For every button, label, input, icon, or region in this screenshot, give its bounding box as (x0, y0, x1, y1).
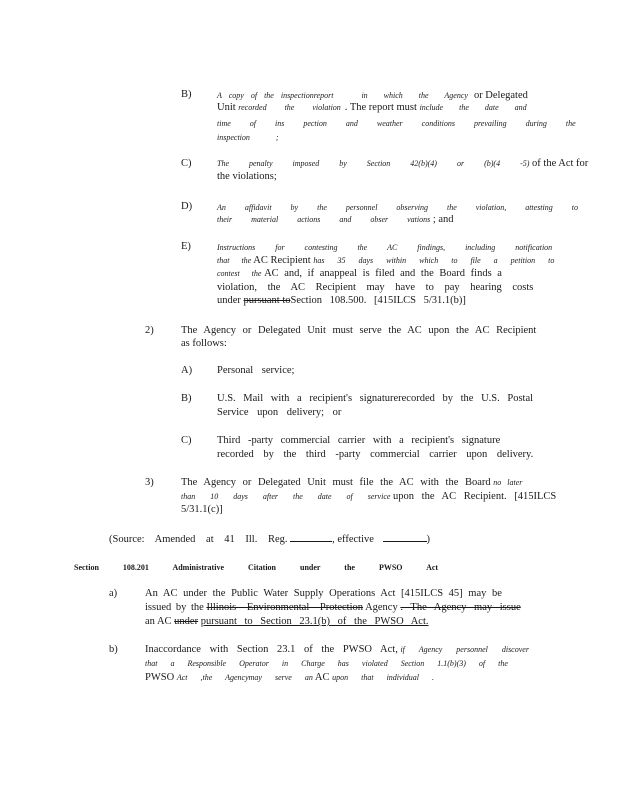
item-e-line-5: under pursuant toSection 108.500. [415ILCS 5/31.1(b)] (217, 295, 466, 306)
item-2b-label: B) (181, 393, 192, 404)
item-d-line-1: An affidavit by the personnel observing the violation, attesting to (217, 203, 578, 212)
item-sb-label: b) (109, 644, 118, 655)
struck-under: under (174, 616, 199, 627)
item-b-line-2: Unit recorded the violation . The report must include the date and (217, 102, 527, 113)
item-2-line-2: as follows: (181, 338, 227, 349)
section-heading: Section 108.201 Administrative Citation under the PWSO Act (74, 563, 439, 572)
source-note: (Source: Amended at 41 Ill. Reg. , effective ) (109, 531, 430, 546)
item-c-line-1: The penalty imposed by Section 42(b)(4) or (b)(4 -5) of the Act for (217, 158, 589, 169)
item-d-label: D) (181, 201, 193, 212)
struck-illinois-epa: Illinois Environmental Protection (206, 602, 364, 613)
inserted-pursuant: pursuant to Section 23.1(b) of the PWSO Act. (200, 616, 429, 627)
item-2c-label: C) (181, 435, 192, 446)
item-sa-line-3: an AC under pursuant to Section 23.1(b) of the PWSO Act. (145, 616, 429, 627)
item-2b-line-1: U.S. Mail with a recipient's signaturerecorded by the U.S. Postal (217, 393, 534, 404)
item-b-line-3: time of ins pection and weather conditions prevailing during the (217, 119, 576, 128)
item-3-line-2: than 10 days after the date of service upon the AC Recipient. [415ILCS (181, 491, 557, 502)
item-2c-line-2: recorded by the third -party commercial carrier upon delivery. (217, 449, 534, 460)
item-e-label: E) (181, 241, 191, 252)
item-e-line-2: that the AC Recipient has 35 days within which to file a petition to (217, 255, 555, 266)
item-3-line-1: The Agency or Delegated Unit must file the AC with the Board no later (181, 477, 523, 488)
item-2-line-1: The Agency or Delegated Unit must serve the AC upon the AC Recipient (181, 325, 537, 336)
item-2c-line-1: Third -party commercial carrier with a recipient's signature (217, 435, 501, 446)
struck-pursuant-to: pursuant to (243, 295, 291, 306)
item-2b-line-2: Service upon delivery; or (217, 407, 342, 418)
item-b-line-4: inspection ; (217, 133, 279, 142)
item-sb-line-1: Inaccordance with Section 23.1 of the PWSO Act, if Agency personnel discover (145, 644, 529, 655)
item-sa-label: a) (109, 588, 118, 599)
item-2a-label: A) (181, 365, 193, 376)
item-e-line-1: Instructions for contesting the AC findings, including notification (217, 243, 553, 252)
item-3-line-3: 5/31.1(c)] (181, 504, 223, 515)
item-sb-line-2: that a Responsible Operator in Charge has violated Section 1.1(b)(3) of the (145, 659, 508, 668)
item-3-label: 3) (145, 477, 154, 488)
item-d-line-2: their material actions and obser vations ; and (217, 214, 454, 225)
item-e-line-4: violation, the AC Recipient may have to pay hearing costs (217, 282, 534, 293)
item-sa-line-2: issued by the Illinois Environmental Protection Agency . The Agency may issue (145, 602, 521, 613)
item-c-line-2: the violations; (217, 171, 277, 182)
item-b-line-1: A copy of the inspectionreport in which the Agency or Delegated (217, 90, 528, 101)
item-2-label: 2) (145, 325, 154, 336)
item-sa-line-1: An AC under the Public Water Supply Operations Act [415ILCS 45] may be (145, 588, 502, 599)
item-c-label: C) (181, 158, 192, 169)
item-b-label: B) (181, 89, 192, 100)
item-2a-text: Personal service; (217, 365, 295, 376)
struck-agency-may-issue: . The Agency may issue (400, 602, 521, 613)
item-sb-line-3: PWSO Act ,the Agencymay serve an AC upon that individual . (145, 672, 435, 683)
item-e-line-3: contest the AC and, if anappeal is filed and the Board finds a (217, 268, 502, 279)
